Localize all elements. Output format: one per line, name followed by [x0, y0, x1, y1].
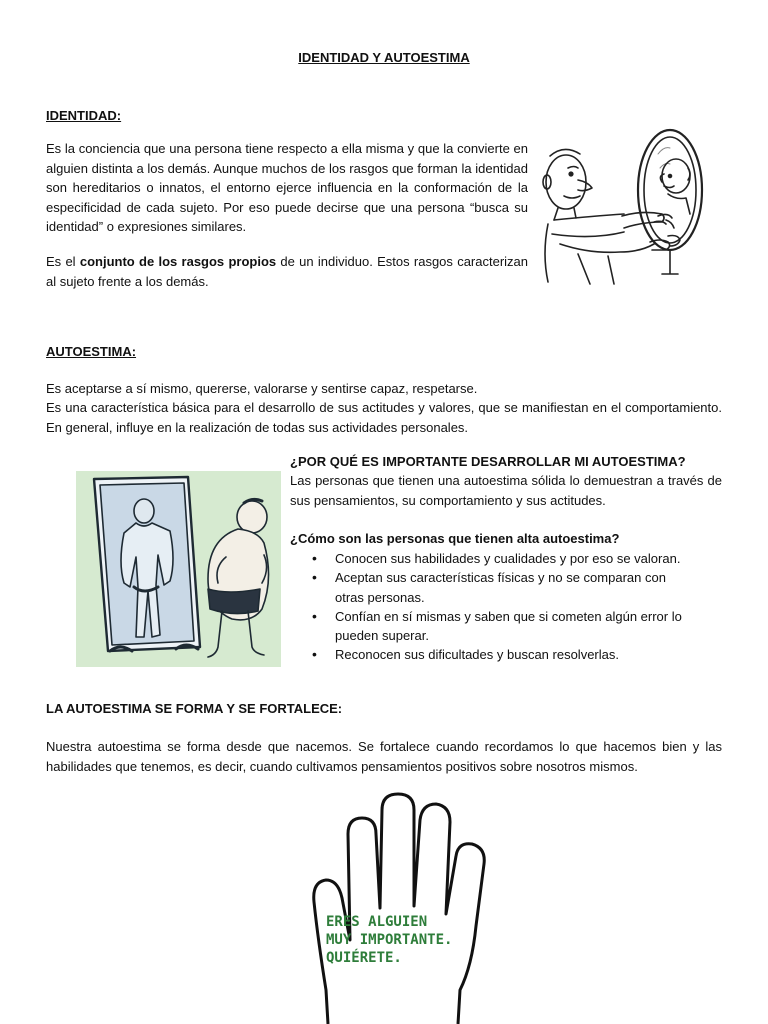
- hand-message-line-2: MUY IMPORTANTE.: [326, 932, 453, 948]
- hand-message-line-1: ERES ALGUIEN: [326, 914, 428, 930]
- importante-question: ¿POR QUÉ ES IMPORTANTE DESARROLLAR MI AUTOESTIMA?: [290, 454, 686, 469]
- identidad-paragraph: Es la conciencia que una persona tiene respecto a ella misma y que la convierte en alguien distinta a los demás. Aunque muchos de los rasgos que forman la identidad son hereditarios o innatos, el entorno ejerce influencia en la conformación de la especificidad de cada sujeto. Por eso puede decirse que una persona “busca su identidad” o expresiones similares.: [46, 141, 528, 234]
- forma-heading: LA AUTOESTIMA SE FORMA Y SE FORTALECE:: [46, 701, 343, 716]
- hand-outline: [314, 794, 485, 1024]
- importante-answer: Las personas que tienen una autoestima sólida lo demuestran a través de sus pensamientos, su comportamiento y sus actitudes.: [290, 473, 722, 508]
- rasgos-text-bold: conjunto de los rasgos propios: [79, 254, 277, 269]
- identidad-heading: IDENTIDAD:: [46, 108, 122, 123]
- list-item: • Confían en sí mismas y saben que si cometen algún error lo pueden superar.: [290, 607, 722, 646]
- autoestima-definition: Es aceptarse a sí mismo, quererse, valorarse y sentirse capaz, respetarse.: [46, 381, 478, 396]
- sumo-mirror-illustration: [76, 471, 281, 667]
- forma-paragraph: Nuestra autoestima se forma desde que nacemos. Se fortalece cuando recordamos lo que hacemos bien y las habilidades que tenemos, es decir, cuando cultivamos pensamientos positivos sobre nosotros mismos.: [46, 739, 722, 774]
- rasgos-text-pre: Es el: [46, 254, 80, 269]
- sumo-mirror-drawing: [76, 471, 281, 667]
- alta-autoestima-subheading: ¿Cómo son las personas que tienen alta autoestima?: [290, 531, 620, 546]
- list-item: • Conocen sus habilidades y cualidades y por eso se valoran.: [290, 549, 722, 568]
- page-title: IDENTIDAD Y AUTOESTIMA: [298, 50, 470, 65]
- hand-message-line-3: QUIÉRETE.: [326, 950, 402, 966]
- autoestima-heading: AUTOESTIMA:: [46, 344, 137, 359]
- alta-autoestima-list: [290, 549, 722, 665]
- mirror-man-illustration: [538, 124, 710, 288]
- autoestima-description: Es una característica básica para el desarrollo de sus actitudes y valores, que se manifiestan en el comportamiento. En general, influye en la realización de todas sus actividades personales.: [46, 400, 722, 435]
- list-item: • Aceptan sus características físicas y no se comparan con otras personas.: [290, 568, 722, 607]
- hand-illustration: [308, 790, 504, 1024]
- rasgos-text-post: de un individuo. Estos rasgos caracterizan al sujeto frente a los demás.: [46, 254, 529, 289]
- list-item: • Reconocen sus dificultades y buscan resolverlas.: [290, 645, 722, 664]
- identidad-rasgos-paragraph: [46, 252, 528, 291]
